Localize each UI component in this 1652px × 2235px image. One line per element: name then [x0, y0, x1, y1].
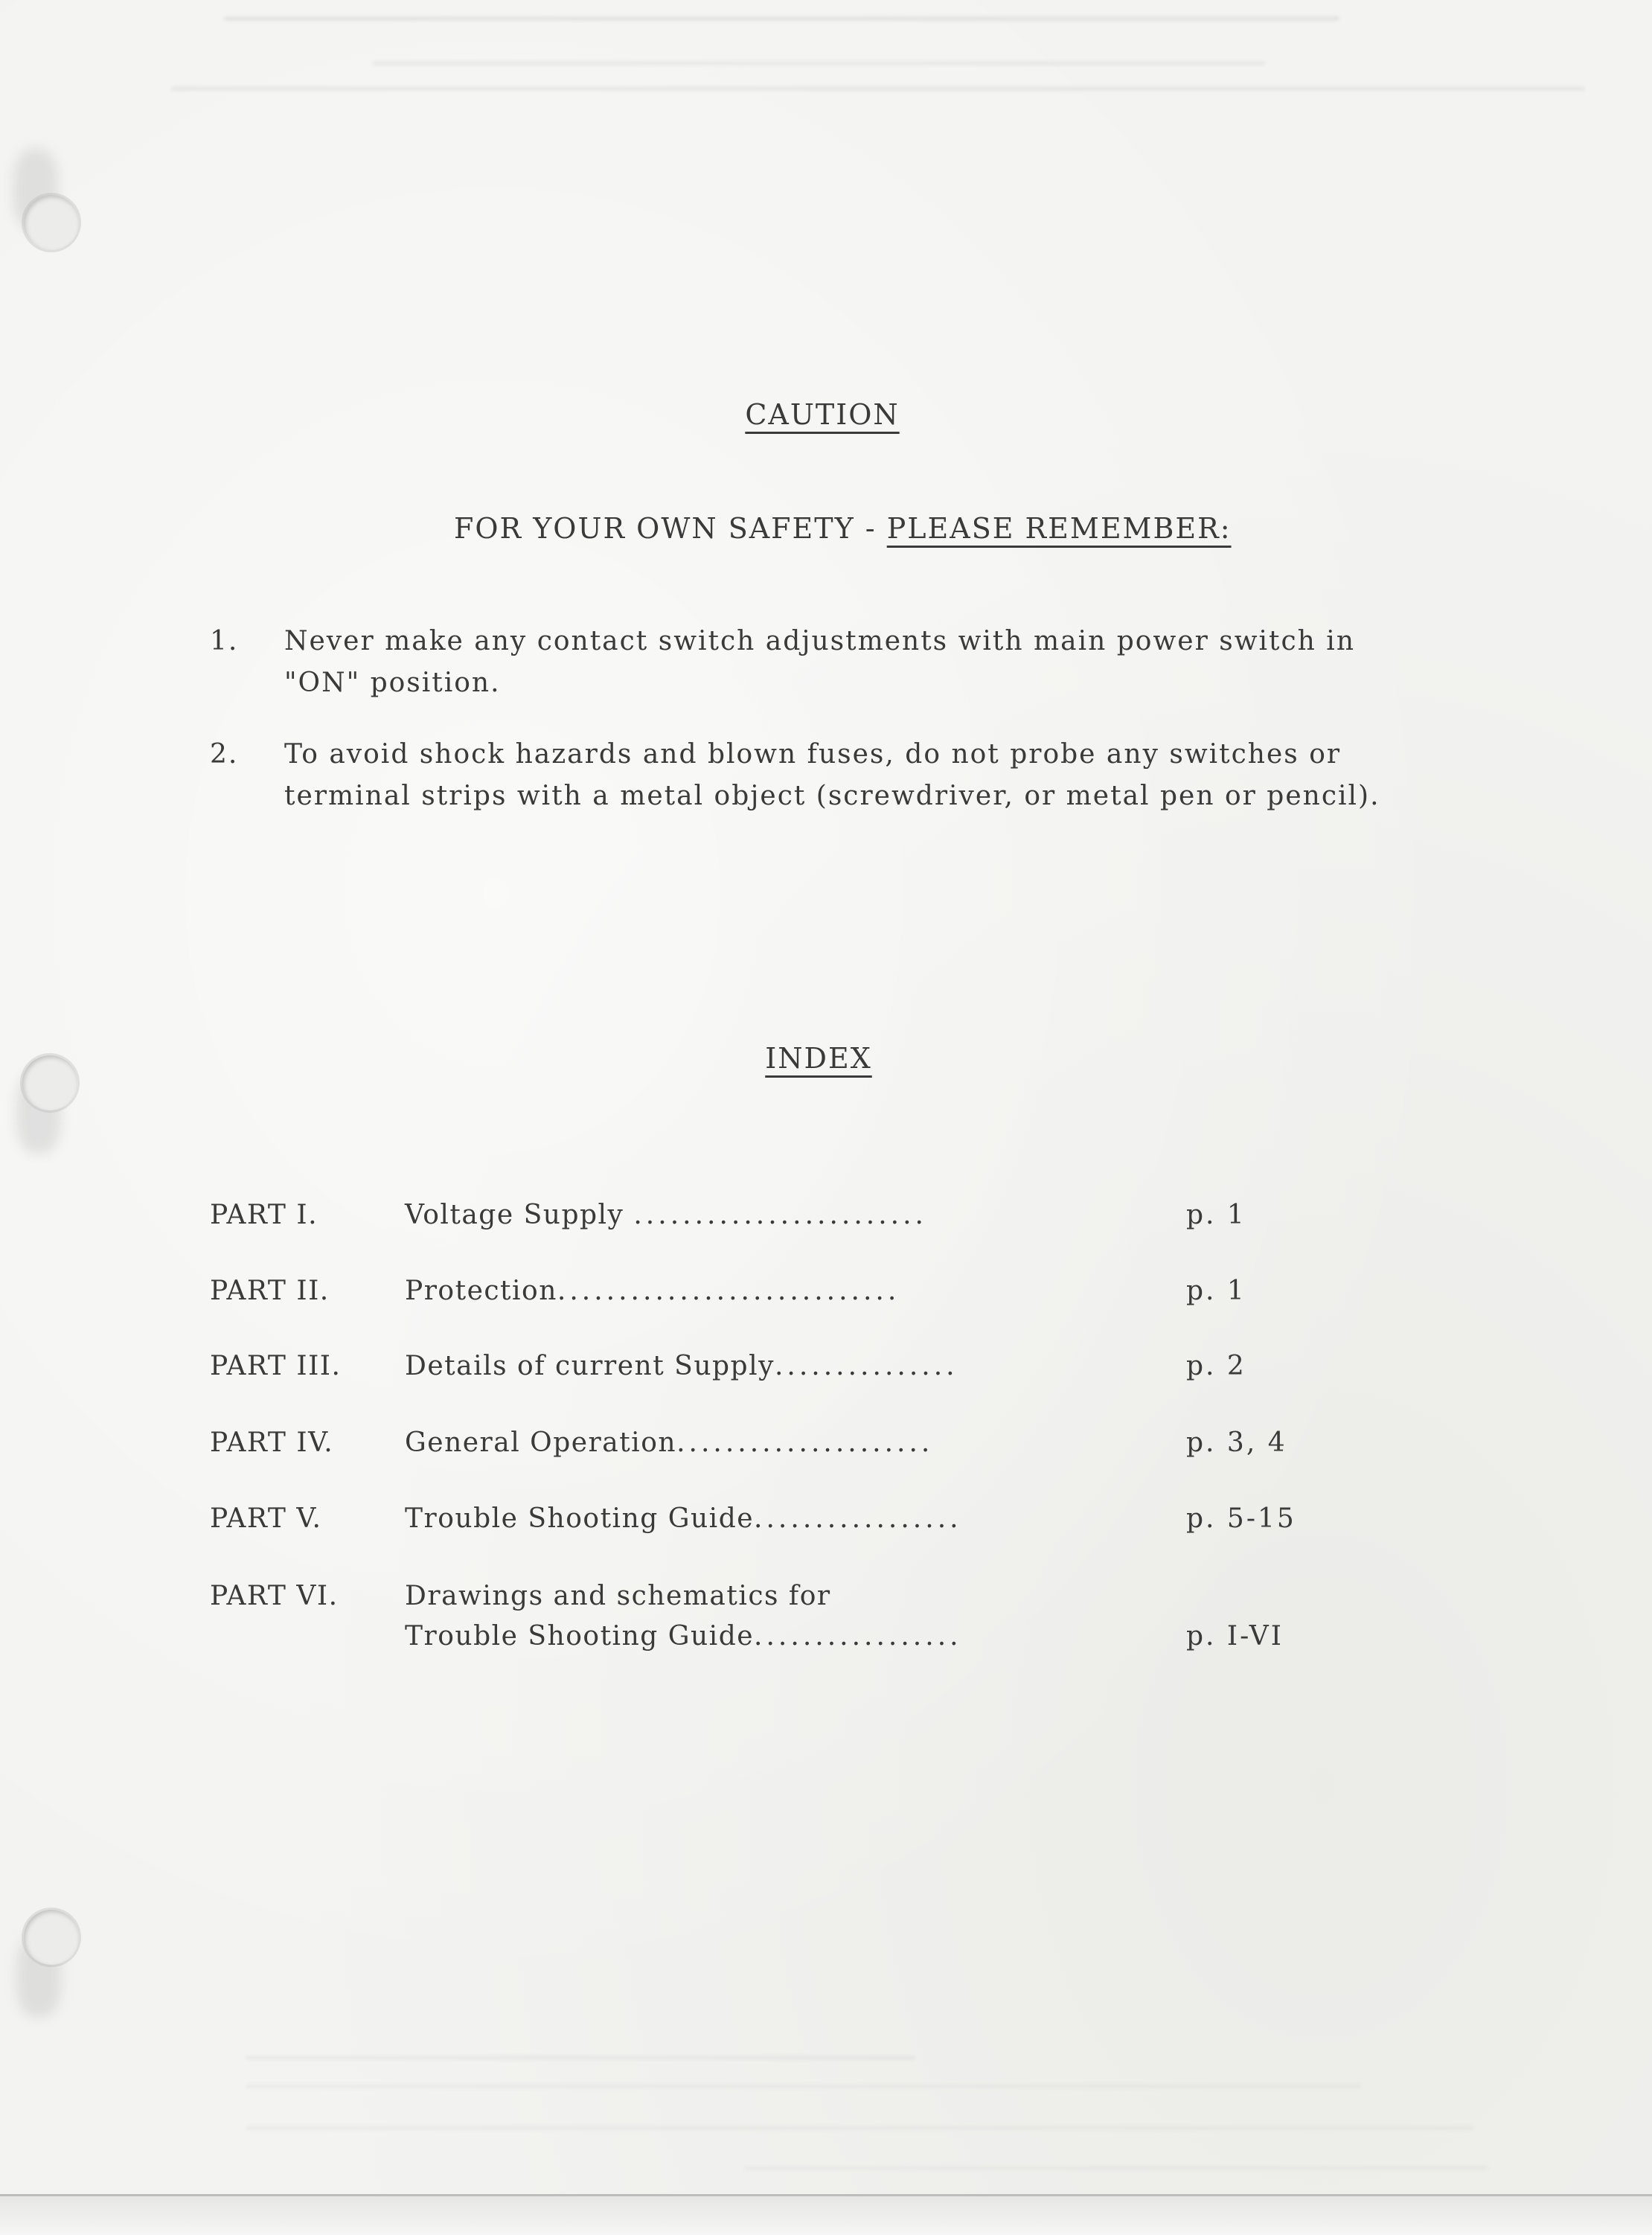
index-entry — [210, 1270, 1400, 1315]
index-entry-title-text: Trouble Shooting Guide — [405, 1621, 755, 1652]
index-entry-title-text: Protection — [405, 1276, 557, 1306]
index-entry-title-text: General Operation — [405, 1427, 677, 1458]
index-entry-title — [405, 1498, 962, 1540]
safety-line — [454, 512, 1347, 545]
index-entry-part: PART IV. — [210, 1427, 334, 1458]
index-entry-title-continued — [405, 1616, 962, 1657]
punch-hole-icon — [22, 1055, 77, 1110]
index-entry-page: p. 3, 4 — [1186, 1427, 1287, 1458]
index-entry — [210, 1498, 1400, 1543]
index-entry-part: PART V. — [210, 1503, 322, 1534]
index-entry-leader: ........................ — [633, 1200, 927, 1230]
index-entry-part: PART III. — [210, 1351, 342, 1381]
index-heading — [699, 1042, 938, 1075]
scan-smudge — [171, 86, 1585, 91]
scan-smudge — [246, 2056, 915, 2060]
index-entry-leader: ................. — [754, 1503, 962, 1534]
index-entry — [210, 1346, 1400, 1390]
caution-item-line: To avoid shock hazards and blown fuses, do not probe any switches or — [284, 739, 1342, 770]
punch-hole-icon — [24, 195, 79, 250]
index-entry-page: p. 5-15 — [1186, 1503, 1296, 1534]
caution-item-number: 1. — [210, 626, 239, 656]
page-bottom-edge — [0, 2194, 1652, 2235]
index-entry-title — [405, 1422, 933, 1464]
index-entry-page: p. 1 — [1186, 1200, 1246, 1230]
caution-item-text — [284, 734, 1549, 817]
index-entry-title — [405, 1270, 900, 1312]
index-entry-title-text: Trouble Shooting Guide — [405, 1503, 755, 1534]
index-entry — [210, 1422, 1400, 1467]
index-entry — [210, 1576, 1400, 1665]
index-entry — [210, 1195, 1400, 1239]
index-entry-leader: ............................ — [557, 1276, 900, 1306]
caution-title: CAUTION — [745, 398, 900, 431]
index-entry-title-text: Details of current Supply — [405, 1351, 775, 1381]
caution-item-number: 2. — [210, 739, 239, 770]
scan-smudge — [372, 61, 1265, 65]
caution-heading — [670, 398, 975, 431]
index-entry-leader: ..................... — [676, 1427, 934, 1458]
scan-smudge — [246, 2126, 1473, 2130]
punch-hole-icon — [24, 1910, 79, 1965]
index-entry-part: PART VI. — [210, 1581, 339, 1611]
caution-item-line: Never make any contact switch adjustments with main power switch in — [284, 626, 1355, 656]
index-entry-page: p. 2 — [1186, 1351, 1246, 1381]
index-entry-page: p. I-VI — [1186, 1621, 1284, 1652]
caution-item-line: "ON" position. — [284, 668, 501, 698]
caution-item-text — [284, 621, 1549, 704]
safety-emphasis: PLEASE REMEMBER: — [886, 512, 1232, 545]
index-entry-part: PART I. — [210, 1200, 318, 1230]
index-entry-title: Drawings and schematics for — [405, 1581, 831, 1611]
index-entry-title — [405, 1346, 958, 1387]
index-title: INDEX — [765, 1042, 872, 1075]
scan-smudge — [223, 16, 1339, 21]
index-entry-leader: ................. — [754, 1621, 962, 1652]
index-entry-page: p. 1 — [1186, 1276, 1246, 1306]
index-entry-title-text: Voltage Supply — [405, 1200, 624, 1230]
index-entry-title — [405, 1195, 927, 1236]
scan-smudge — [744, 2166, 1488, 2170]
index-entry-leader: ............... — [774, 1351, 958, 1381]
safety-lead: FOR YOUR OWN SAFETY - — [454, 512, 887, 545]
scan-smudge — [246, 2084, 1362, 2088]
index-entry-part: PART II. — [210, 1276, 330, 1306]
caution-item-line: terminal strips with a metal object (screwdriver, or metal pen or pencil). — [284, 781, 1380, 811]
